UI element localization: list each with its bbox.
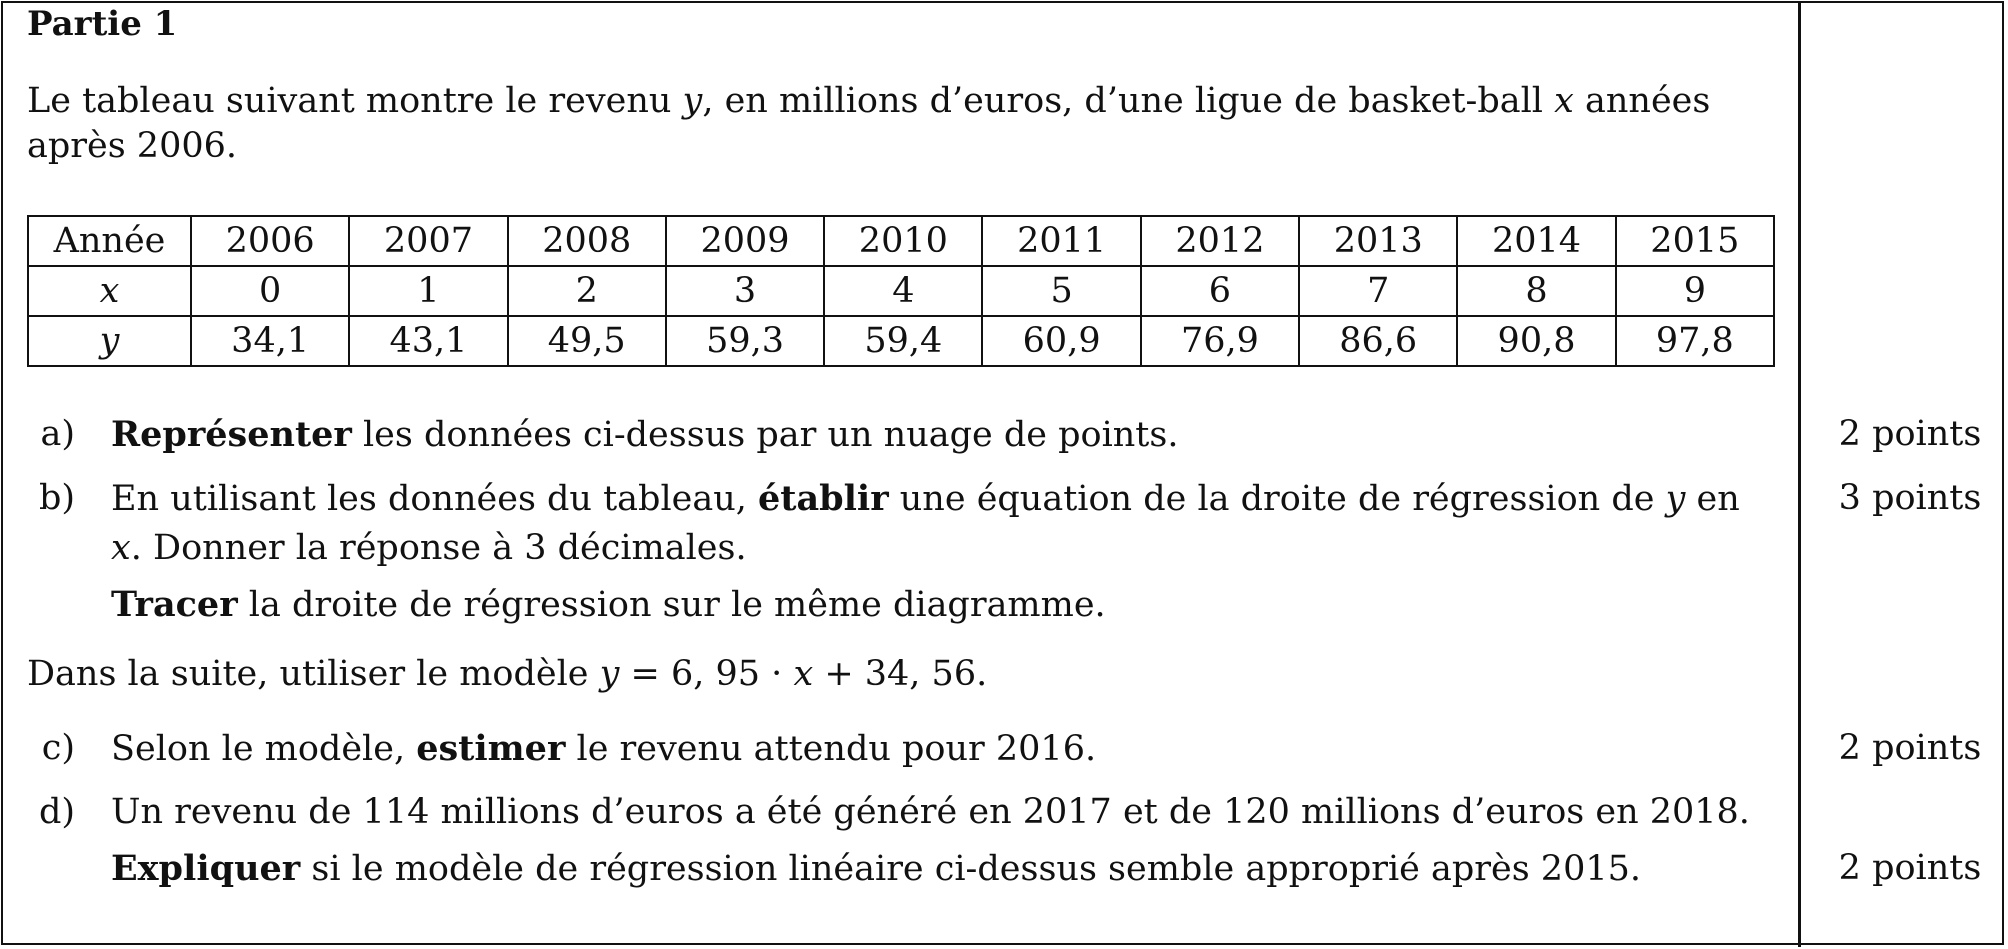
table-cell: 90,8 bbox=[1457, 316, 1615, 366]
intro-paragraph bbox=[27, 76, 1775, 126]
question-label: c) bbox=[41, 728, 75, 768]
table-cell: 59,3 bbox=[666, 316, 824, 366]
table-cell: 2012 bbox=[1141, 216, 1299, 266]
question-verb: Expliquer bbox=[111, 848, 301, 889]
table-cell: 2008 bbox=[508, 216, 666, 266]
table-cell: 2011 bbox=[982, 216, 1140, 266]
table-cell: 6 bbox=[1141, 266, 1299, 316]
table-cell: 43,1 bbox=[349, 316, 507, 366]
question-text: le revenu attendu pour 2016. bbox=[565, 729, 1097, 769]
intro-line2: après 2006. bbox=[27, 126, 237, 166]
question-text: Selon le modèle, bbox=[111, 729, 417, 769]
question-text: Un revenu de 114 millions d’euros a été généré en 2017 et de 120 millions d’euros en 2018. bbox=[111, 792, 1750, 832]
table-cell: 5 bbox=[982, 266, 1140, 316]
model-equation: = 6, 95 · bbox=[619, 654, 794, 694]
table-cell: 0 bbox=[191, 266, 349, 316]
intro-text: , en millions d’euros, d’une ligue de basket-ball bbox=[702, 81, 1555, 121]
var-x: x bbox=[1554, 81, 1574, 121]
var-x: x bbox=[111, 528, 131, 568]
table-cell: 34,1 bbox=[191, 316, 349, 366]
points-d: 2 points bbox=[1838, 848, 1982, 888]
question-b-line2 bbox=[111, 528, 747, 568]
section-title: Partie 1 bbox=[27, 4, 178, 44]
question-text: les données ci-dessus par un nuage de points. bbox=[351, 415, 1179, 455]
var-y: y bbox=[682, 81, 703, 121]
table-row-header: y bbox=[28, 316, 191, 366]
table-row-header: Année bbox=[28, 216, 191, 266]
question-verb: estimer bbox=[416, 728, 566, 769]
table-cell: 76,9 bbox=[1141, 316, 1299, 366]
table-cell: 1 bbox=[349, 266, 507, 316]
table-cell: 2014 bbox=[1457, 216, 1615, 266]
table-row bbox=[28, 266, 1774, 316]
table-cell: 2009 bbox=[666, 216, 824, 266]
table-cell: 49,5 bbox=[508, 316, 666, 366]
table-cell: 59,4 bbox=[824, 316, 982, 366]
table-cell: 2010 bbox=[824, 216, 982, 266]
question-text: . Donner la réponse à 3 décimales. bbox=[130, 528, 747, 568]
model-statement bbox=[27, 654, 987, 694]
question-verb: Tracer bbox=[111, 584, 238, 625]
table-cell: 2 bbox=[508, 266, 666, 316]
question-text: en bbox=[1685, 479, 1740, 519]
question-verb: Représenter bbox=[111, 414, 352, 455]
question-verb: établir bbox=[758, 478, 889, 519]
intro-text: Le tableau suivant montre le revenu bbox=[27, 81, 683, 121]
points-c: 2 points bbox=[1838, 728, 1982, 768]
table-cell: 60,9 bbox=[982, 316, 1140, 366]
question-text: une équation de la droite de régression de bbox=[888, 479, 1666, 519]
var-x: x bbox=[793, 654, 814, 694]
table-row bbox=[28, 316, 1774, 366]
points-column-divider bbox=[1798, 1, 1801, 947]
table-cell: 9 bbox=[1616, 266, 1774, 316]
question-b-line3 bbox=[111, 584, 1106, 625]
var-y: y bbox=[1665, 479, 1686, 519]
table-cell: 7 bbox=[1299, 266, 1457, 316]
question-d-line2 bbox=[111, 848, 1641, 889]
table-row bbox=[28, 216, 1774, 266]
model-equation: + 34, 56. bbox=[813, 654, 988, 694]
table-cell: 2015 bbox=[1616, 216, 1774, 266]
question-label: d) bbox=[38, 792, 75, 832]
table-cell: 8 bbox=[1457, 266, 1615, 316]
table-cell: 2013 bbox=[1299, 216, 1457, 266]
question-text: si le modèle de régression linéaire ci-dessus semble approprié après 2015. bbox=[300, 849, 1641, 889]
var-y: y bbox=[599, 654, 620, 694]
model-text: Dans la suite, utiliser le modèle bbox=[27, 654, 600, 694]
question-label: b) bbox=[38, 478, 75, 518]
table-cell: 3 bbox=[666, 266, 824, 316]
table-row-header: x bbox=[28, 266, 191, 316]
table-cell: 2007 bbox=[349, 216, 507, 266]
table-cell: 86,6 bbox=[1299, 316, 1457, 366]
points-b: 3 points bbox=[1838, 478, 1982, 518]
question-text: la droite de régression sur le même diagramme. bbox=[237, 585, 1106, 625]
data-table bbox=[27, 215, 1775, 367]
table-cell: 2006 bbox=[191, 216, 349, 266]
question-label: a) bbox=[40, 414, 75, 454]
table-cell: 4 bbox=[824, 266, 982, 316]
points-a: 2 points bbox=[1838, 414, 1982, 454]
intro-text: années bbox=[1573, 81, 1711, 121]
question-text: En utilisant les données du tableau, bbox=[111, 479, 759, 519]
table-cell: 97,8 bbox=[1616, 316, 1774, 366]
